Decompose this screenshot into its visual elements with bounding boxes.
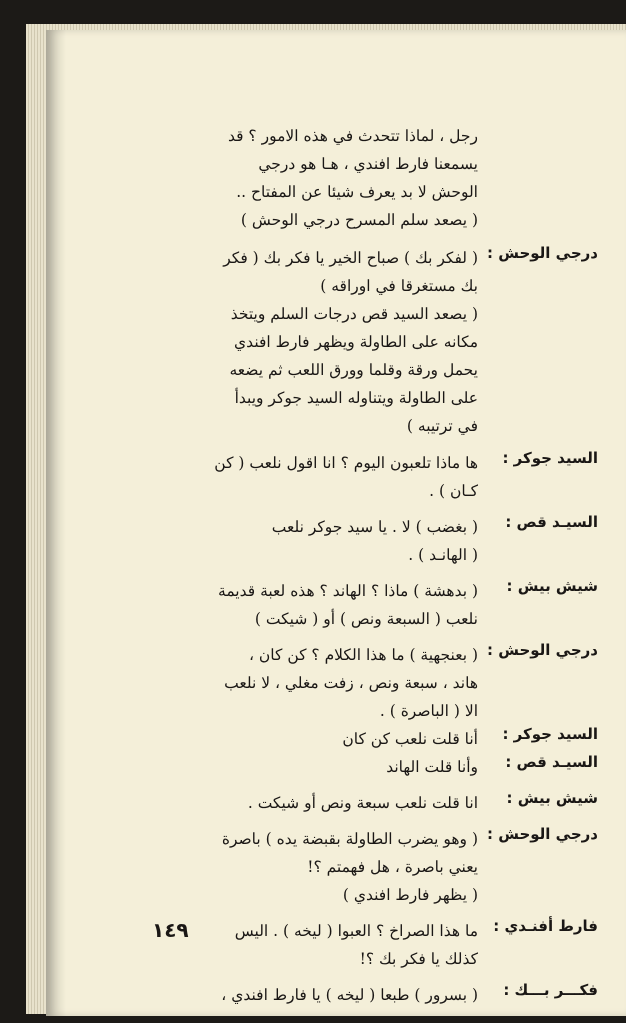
dialogue-entry	[118, 122, 478, 234]
dialogue-entry	[118, 244, 598, 440]
dialogue-line: بك مستغرقا في اوراقه )	[320, 277, 478, 296]
dialogue-line: أنا قلت نلعب كن كان	[342, 729, 478, 748]
play-script-text	[118, 122, 598, 1009]
dialogue-line: ( الهانـد ) .	[408, 545, 478, 564]
speaker-name: فكـــر بـــك :	[503, 981, 598, 1000]
speaker-name: فارط أفنـدي :	[493, 917, 598, 936]
dialogue-line: الا ( الباصرة ) .	[379, 701, 478, 720]
dialogue-line: ( بغضب ) لا . يا سيد جوكر نلعب	[271, 517, 478, 536]
dialogue-line: في ترتيبه )	[406, 417, 478, 436]
dialogue-line: يحمل ورقة وقلما وورق اللعب ثم يضعه	[229, 361, 478, 380]
dialogue-line: كذلك يا فكر بك ؟!	[359, 950, 478, 969]
dialogue-line: ( بدهشة ) ماذا ؟ الهاند ؟ هذه لعبة قديمة	[218, 581, 478, 600]
dialogue-line: ( وهو يضرب الطاولة بقبضة يده ) باصرة	[221, 830, 478, 849]
dialogue-line: ( بسرور ) طبعا ( ليخه ) يا فارط افندي ،	[221, 986, 478, 1005]
dialogue-entry	[118, 576, 598, 633]
spine-shadow	[46, 30, 66, 1016]
speaker-name: درجي الوحش :	[487, 640, 598, 659]
speaker-name: درجي الوحش :	[487, 825, 598, 844]
dialogue-line: ما هذا الصراخ ؟ العبوا ( ليخه ) . اليس	[234, 922, 478, 941]
speaker-name: السيـد قص :	[505, 512, 598, 531]
dialogue-line: ( يصعد سلم المسرح درجي الوحش )	[240, 211, 478, 230]
dialogue-line: ( يظهر فارط افندي )	[342, 886, 478, 905]
dialogue-line: يسمعنا فارط افندي ، هـا هو درجي	[258, 155, 478, 174]
dialogue-line: مكانه على الطاولة ويظهر فارط افندي	[234, 333, 478, 352]
dialogue-line: ها ماذا تلعبون اليوم ؟ انا اقول نلعب ( كن	[214, 453, 478, 472]
dialogue-line: انا قلت نلعب سبعة ونص أو شيكت .	[247, 794, 478, 813]
dialogue-line: كـان ) .	[429, 481, 478, 500]
dialogue-line: على الطاولة ويتناوله السيد جوكر ويبدأ	[234, 389, 478, 408]
speaker-name: شيش بيش :	[506, 789, 598, 808]
dialogue-entry	[118, 752, 598, 781]
dialogue-entry	[118, 981, 598, 1009]
dialogue-line: يعني باصرة ، هل فهمتم ؟!	[307, 858, 478, 877]
speaker-name: السيـد قص :	[505, 752, 598, 771]
speaker-name: السيد جوكر :	[502, 448, 598, 467]
dialogue-entry	[118, 789, 598, 817]
dialogue-line: نلعب ( السبعة ونص ) أو ( شيكت )	[254, 609, 478, 628]
page-number: ١٤٩	[152, 918, 189, 942]
speaker-name: شيش بيش :	[506, 576, 598, 595]
dialogue-line: ( بعنجهية ) ما هذا الكلام ؟ كن كان ،	[248, 645, 478, 664]
speaker-name: السيد جوكر :	[502, 724, 598, 743]
dialogue-entry	[118, 512, 598, 569]
dialogue-entry	[118, 640, 598, 725]
dialogue-line: رجل ، لماذا تتحدث في هذه الامور ؟ قد	[227, 127, 478, 145]
dialogue-entry	[118, 825, 598, 909]
dialogue-entry	[118, 448, 598, 505]
dialogue-line: هاند ، سبعة ونص ، زفت مغلي ، لا نلعب	[224, 673, 478, 692]
dialogue-line: الوحش لا بد يعرف شيئا عن المفتاح ..	[236, 183, 478, 202]
dialogue-line: ( لفكر بك ) صباح الخير يا فكر بك ( فكر	[223, 249, 478, 268]
dialogue-line: ( يصعد السيد قص درجات السلم ويتخذ	[230, 305, 478, 324]
dialogue-entry	[118, 724, 598, 753]
speaker-name: درجي الوحش :	[487, 244, 598, 263]
dialogue-line: وأنا قلت الهاند	[386, 757, 478, 776]
